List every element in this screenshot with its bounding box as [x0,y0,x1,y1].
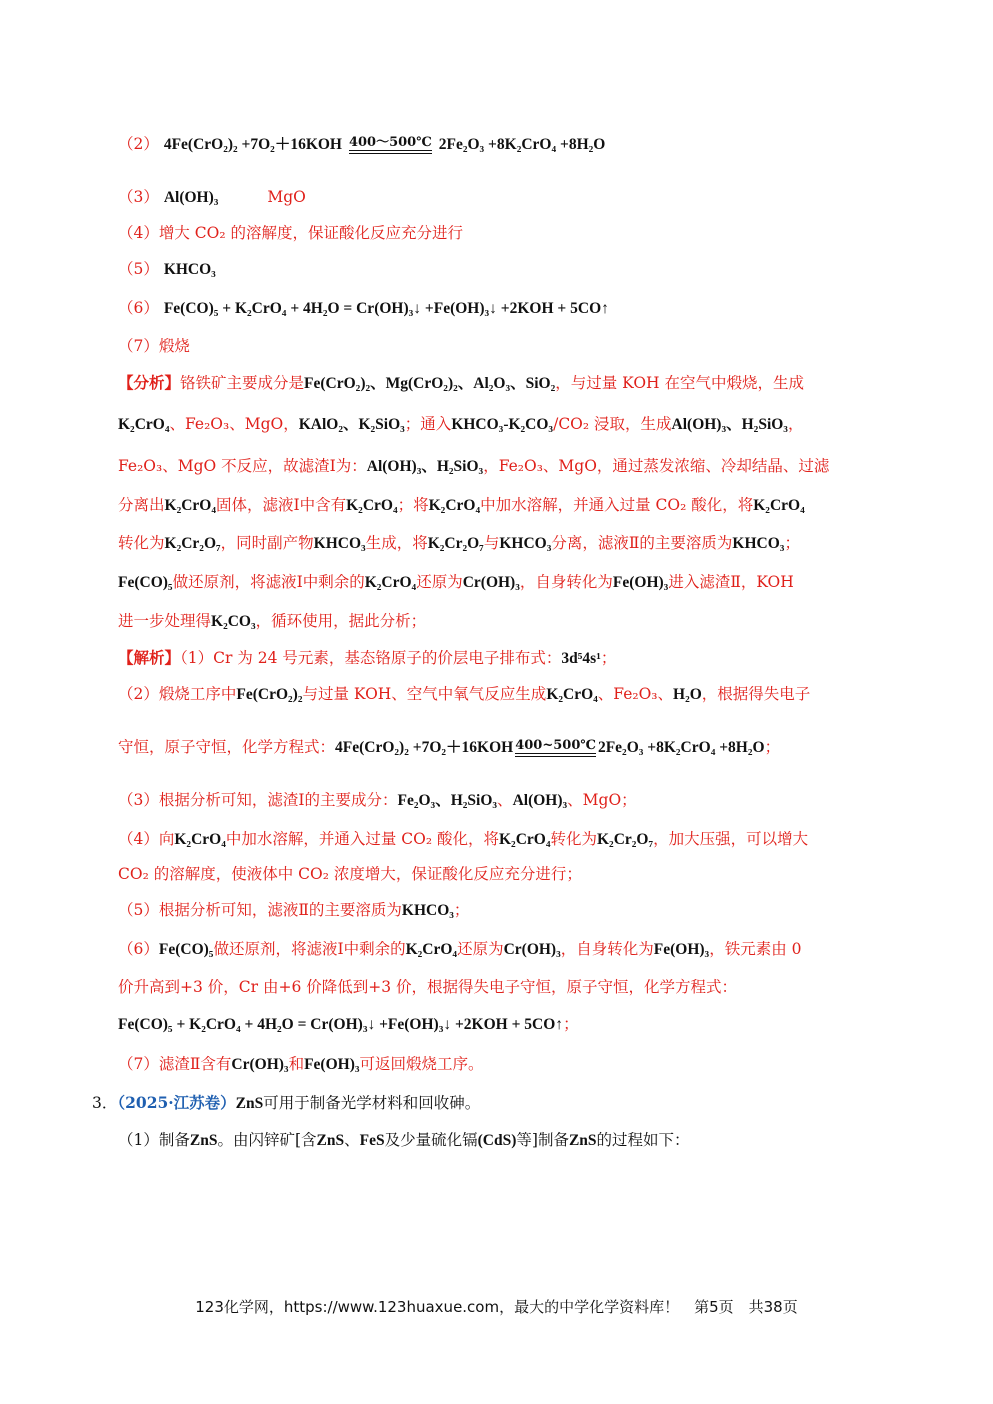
formula: K₂CrO₄ [428,497,481,514]
text: 及少量硫化镉 [384,1131,478,1149]
text: ，循环使用，据此分析； [255,612,427,630]
answer-5 [118,257,903,282]
text: 进一步处理得 [118,612,212,630]
equation-lhs: 4Fe(CrO₂)₂ +7O₂＋16KOH [163,136,342,153]
formula: Fe(CrO₂)₂ [236,686,303,703]
formula: K₂CrO₄ [499,831,551,848]
answer-6 [118,296,903,321]
item-number: （3） [118,188,159,206]
text: （6） [118,940,159,958]
text: （5）根据分析可知，滤液Ⅱ的主要溶质为 [118,901,402,919]
text: 铬铁矿主要成分是 [180,374,305,392]
formula: ZnS [316,1132,345,1149]
text: 与 [483,534,500,552]
solution-line-1 [118,646,903,671]
formula: Fe(OH)₃ [612,574,669,591]
formula: (CdS) [477,1132,517,1149]
formula: ZnS [235,1095,264,1112]
condition-text: 400~500℃ [515,738,596,753]
text: 、Fe₂O₃、 [597,685,674,703]
solution-line-8 [118,937,903,962]
text: 可返回煅烧工序。 [359,1055,484,1073]
formula: Al(OH)₃、H₂SiO₃ [366,458,484,475]
formula: FeS [359,1132,385,1149]
text: （1）制备 [118,1131,190,1149]
solution-line-6: CO₂ 的溶解度，使液体中 CO₂ 浓度增大，保证酸化反应充分进行； [118,865,582,883]
text: 可用于制备光学材料和回收砷。 [263,1094,481,1112]
text: （2）煅烧工序中 [118,685,237,703]
text: （7）滤渣Ⅱ含有 [118,1055,232,1073]
formula: K₂CrO₄ [346,497,398,514]
question-source: （2025·江苏卷） [117,1093,236,1112]
text: ，加大压强，可以增大 [653,830,809,848]
text: ，根据得失电子 [701,685,811,703]
text: 、 [497,791,513,809]
text: 与过量 KOH、空气中氧气反应生成 [302,685,547,703]
item-number: （5） [118,260,159,278]
analysis-label: 【分析】 [118,373,181,392]
solution-label: 【解析】 [118,648,181,667]
condition-text: 400～500℃ [348,135,432,150]
text: ； [600,649,617,667]
text: Fe₂O₃、MgO 不反应，故滤渣Ⅰ为： [118,457,367,475]
solution-line-10 [118,1012,903,1037]
text: ，自身转化为 [519,573,613,591]
text: ； [764,738,781,756]
text: 转化为 [118,534,165,552]
solution-line-11 [118,1052,903,1077]
item-number: （2） [118,135,159,153]
analysis-line-3 [118,454,903,479]
text: ，Fe₂O₃、MgO，通过蒸发浓缩、冷却结晶、过滤 [483,457,830,475]
text: 分离出 [118,496,165,514]
formula: K₂CrO₄ [364,574,417,591]
text: /CO₂ 浸取，生成 [553,415,672,433]
formula: Al(OH)₃ [163,189,219,206]
formula: K₂CrO₄ [546,686,598,703]
text: ，同时副产物 [220,534,314,552]
formula: Al(OH)₃、H₂SiO₃ [671,416,788,433]
formula: ZnS [568,1132,597,1149]
solution-line-4 [118,788,903,813]
formula: Cr(OH)₃ [231,1056,289,1073]
formula: KHCO₃ [499,535,552,552]
text: 分离，滤液Ⅱ的主要溶质为 [551,534,733,552]
equation: Fe(CO)₅ + K₂CrO₄ + 4H₂O = Cr(OH)₃↓ +Fe(OH)₃↓ +2KOH + 5CO↑ [163,300,609,317]
text: ， [787,415,804,433]
formula: K₂CrO₄ [405,941,458,958]
formula: KAlO₂、K₂SiO₃ [298,416,405,433]
formula: Al(OH)₃ [512,792,568,809]
text: （1）Cr 为 24 号元素，基态铬原子的价层电子排布式： [180,649,562,667]
solution-line-5 [118,827,903,852]
analysis-line-2 [118,412,903,437]
analysis-line-1 [118,371,903,396]
formula: KHCO₃ [313,535,366,552]
text: ，铁元素由 0 [709,940,802,958]
formula: H₂O [673,686,702,703]
equation-rhs: 2Fe₂O₃ +8K₂CrO₄ +8H₂O [597,739,765,756]
equals-bar [349,150,432,154]
formula: Fe(CO)₅ [118,574,173,591]
answer-3 [118,185,903,210]
formula: KHCO₃ [163,261,216,278]
text: ； [784,534,800,552]
text: 做还原剂，将滤液Ⅰ中剩余的 [172,573,365,591]
formula: ZnS [189,1132,218,1149]
text: 、 [344,1131,360,1149]
formula: Fe(CrO₂)₂、Mg(CrO₂)₂、Al₂O₃、SiO₂ [304,375,556,392]
question-3-stem [92,1091,903,1116]
formula: K₂Cr₂O₇ [597,831,654,848]
analysis-line-4 [118,493,903,518]
text: 固体，滤液Ⅰ中含有 [216,496,347,514]
text: ； [563,1015,579,1033]
text: （3）根据分析可知，滤渣Ⅰ的主要成分： [118,791,398,809]
text: 生成，将 [365,534,428,552]
answer-7: （7）煅烧 [118,337,190,355]
formula: K₂CrO₄ [174,831,226,848]
page-footer: 123化学网，https://www.123huaxue.com，最大的中学化学资料库！ 第5页 共38页 [195,1298,798,1316]
formula: KHCO₃ [401,902,454,919]
solution-line-3 [118,735,903,760]
text: 还原为 [416,573,463,591]
reaction-condition [349,136,432,154]
formula: K₂CrO₄ [164,497,216,514]
text: ，自身转化为 [560,940,654,958]
answer-2 [118,132,903,157]
solution-line-9: 价升高到+3 价，Cr 由+6 价降低到+3 价，根据得失电子守恒，原子守恒，化学方程式： [118,978,738,996]
formula: Fe(OH)₃ [304,1056,360,1073]
equation: Fe(CO)₅ + K₂CrO₄ + 4H₂O = Cr(OH)₃↓ +Fe(OH)₃↓ +2KOH + 5CO↑ [118,1016,564,1033]
text: 的过程如下： [596,1131,690,1149]
formula: K₂Cr₂O₇ [164,535,221,552]
formula: KHCO₃ [732,535,785,552]
text: 、MgO； [567,791,637,809]
question-number: 3． [92,1094,118,1112]
text: 守恒，原子守恒，化学方程式： [118,738,336,756]
equation-lhs: 4Fe(CrO₂)₂ +7O₂＋16KOH [335,739,514,756]
text: ；通入 [404,415,452,433]
formula: 3d⁵4s¹ [561,650,601,667]
analysis-line-6 [118,570,903,595]
formula: K₂CrO₄ [118,416,170,433]
text: 做还原剂，将滤液Ⅰ中剩余的 [213,940,406,958]
text: 还原为 [457,940,504,958]
text: 和 [288,1055,305,1073]
answer-4: （4）增大 CO₂ 的溶解度，保证酸化反应充分进行 [118,224,463,242]
analysis-line-7 [118,609,903,634]
solution-line-2 [118,682,903,707]
text: 中加水溶解，并通入过量 CO₂ 酸化，将 [480,496,754,514]
formula: Cr(OH)₃ [462,574,520,591]
text: 中加水溶解，并通入过量 CO₂ 酸化，将 [225,830,499,848]
reaction-condition [515,739,596,757]
question-3-part-1 [118,1128,903,1153]
formula: K₂Cr₂O₇ [427,535,484,552]
text: ；将 [397,496,429,514]
text: 进入滤渣Ⅱ，KOH [668,573,794,591]
text: 等]制备 [516,1131,569,1149]
text: ； [453,901,470,919]
analysis-line-5 [118,531,903,556]
formula: KHCO₃-K₂CO₃ [451,416,554,433]
formula: K₂CO₃ [211,613,256,630]
formula: Fe(OH)₃ [653,941,710,958]
text: （4）向 [118,830,175,848]
text: 、Fe₂O₃、MgO， [169,415,299,433]
formula: Fe(CO)₅ [158,941,214,958]
equals-bar [515,753,596,757]
equation-rhs: 2Fe₂O₃ +8K₂CrO₄ +8H₂O [438,136,606,153]
text: 。由闪锌矿[含 [217,1131,317,1149]
item-number: （6） [118,299,159,317]
text: ，与过量 KOH 在空气中煅烧，生成 [555,374,804,392]
text: 转化为 [550,830,597,848]
formula: MgO [267,188,306,206]
formula: K₂CrO₄ [753,497,805,514]
formula: Cr(OH)₃ [503,941,561,958]
formula: Fe₂O₃、H₂SiO₃ [397,792,498,809]
solution-line-7 [118,898,903,923]
